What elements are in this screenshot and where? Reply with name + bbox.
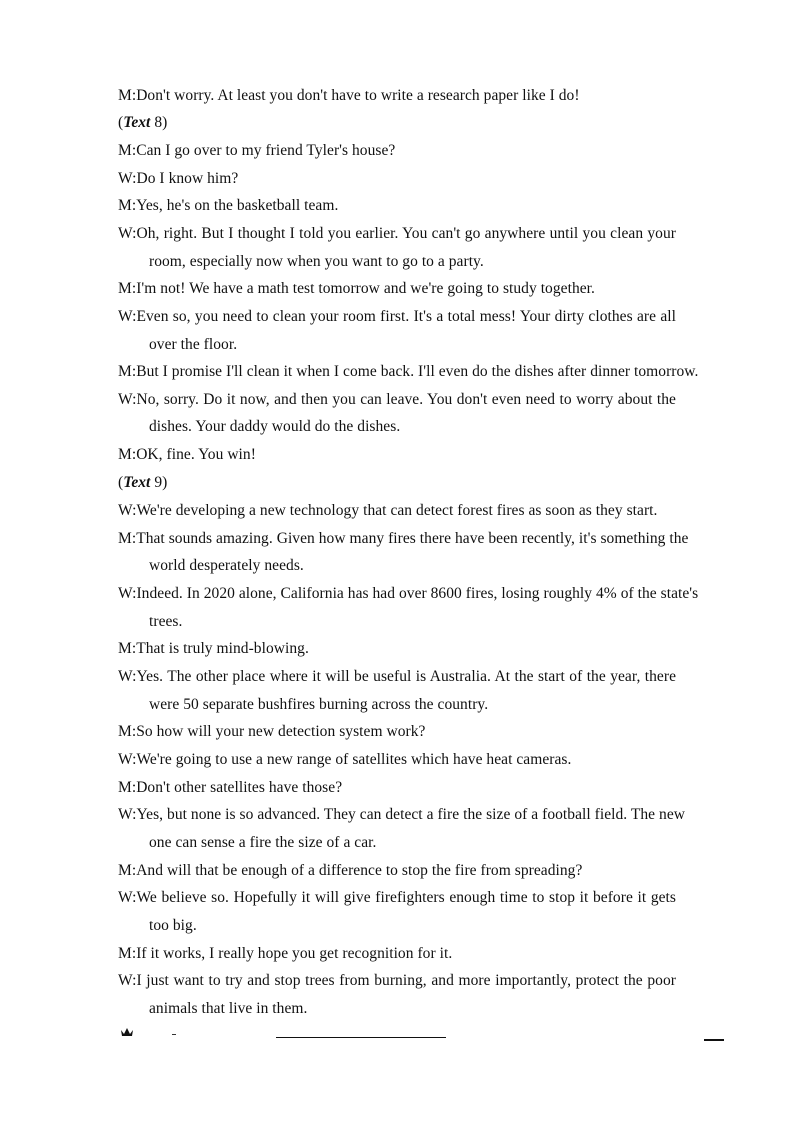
dialogue-line: W:No, sorry. Do it now, and then you can leave. You don't even need to worry about the bbox=[118, 391, 676, 408]
label-number: 9) bbox=[150, 474, 168, 491]
dialogue-line: M:Yes, he's on the basketball team. bbox=[118, 197, 339, 214]
dialogue-line: M:OK, fine. You win! bbox=[118, 446, 256, 463]
dialogue-line: M:So how will your new detection system work? bbox=[118, 723, 426, 740]
dialogue-line-continuation: room, especially now when you want to go to a party. bbox=[149, 253, 484, 270]
footer-dash bbox=[172, 1034, 176, 1035]
dialogue-line-continuation: were 50 separate bushfires burning across the country. bbox=[149, 696, 489, 713]
dialogue-line: M:If it works, I really hope you get recognition for it. bbox=[118, 945, 453, 962]
dialogue-line: W:We believe so. Hopefully it will give firefighters enough time to stop it before it gets bbox=[118, 889, 676, 906]
dialogue-line-continuation: animals that live in them. bbox=[149, 1000, 308, 1017]
dialogue-line: M:Don't other satellites have those? bbox=[118, 779, 343, 796]
label-number: 8) bbox=[150, 114, 168, 131]
crown-icon bbox=[120, 1026, 134, 1038]
dialogue-line: M:That sounds amazing. Given how many fires there have been recently, it's something the bbox=[118, 530, 689, 547]
dialogue-line: M:Don't worry. At least you don't have to write a research paper like I do! bbox=[118, 87, 580, 104]
dialogue-line: W:Indeed. In 2020 alone, California has had over 8600 fires, losing roughly 4% of the state's bbox=[118, 585, 699, 602]
dialogue-line-continuation: too big. bbox=[149, 917, 197, 934]
dialogue-line: M:I'm not! We have a math test tomorrow and we're going to study together. bbox=[118, 280, 595, 297]
dialogue-line: W:We're going to use a new range of satellites which have heat cameras. bbox=[118, 751, 572, 768]
dialogue-line-continuation: over the floor. bbox=[149, 336, 238, 353]
dialogue-line: W:Oh, right. But I thought I told you earlier. You can't go anywhere until you clean your bbox=[118, 225, 676, 242]
label-word: Text bbox=[123, 114, 151, 131]
label-word: Text bbox=[123, 474, 151, 491]
dialogue-line: W:Yes, but none is so advanced. They can detect a fire the size of a football field. The new bbox=[118, 806, 686, 823]
dialogue-line-continuation: one can sense a fire the size of a car. bbox=[149, 834, 377, 851]
dialogue-line-continuation: dishes. Your daddy would do the dishes. bbox=[149, 418, 401, 435]
dialogue-line-continuation: world desperately needs. bbox=[149, 557, 304, 574]
dialogue-line: M:And will that be enough of a difference to stop the fire from spreading? bbox=[118, 862, 583, 879]
label-open: ( bbox=[118, 114, 124, 131]
dialogue-line: W:Even so, you need to clean your room first. It's a total mess! Your dirty clothes are all bbox=[118, 308, 676, 325]
dialogue-line: M:But I promise I'll clean it when I come back. I'll even do the dishes after dinner tomorrow. bbox=[118, 363, 699, 380]
footer-rule bbox=[276, 1037, 446, 1038]
dialogue-line: M:That is truly mind-blowing. bbox=[118, 640, 309, 657]
footer-right-mark bbox=[704, 1039, 724, 1041]
section-label-text-8 bbox=[118, 113, 676, 133]
section-label-text-9 bbox=[118, 473, 676, 493]
dialogue-line: M:Can I go over to my friend Tyler's house? bbox=[118, 142, 396, 159]
dialogue-line: W:Do I know him? bbox=[118, 170, 239, 187]
dialogue-line: W:I just want to try and stop trees from burning, and more importantly, protect the poor bbox=[118, 972, 676, 989]
label-open: ( bbox=[118, 474, 124, 491]
dialogue-line-continuation: trees. bbox=[149, 613, 183, 630]
dialogue-line: W:Yes. The other place where it will be useful is Australia. At the start of the year, there bbox=[118, 668, 676, 685]
dialogue-line: W:We're developing a new technology that can detect forest fires as soon as they start. bbox=[118, 502, 658, 519]
